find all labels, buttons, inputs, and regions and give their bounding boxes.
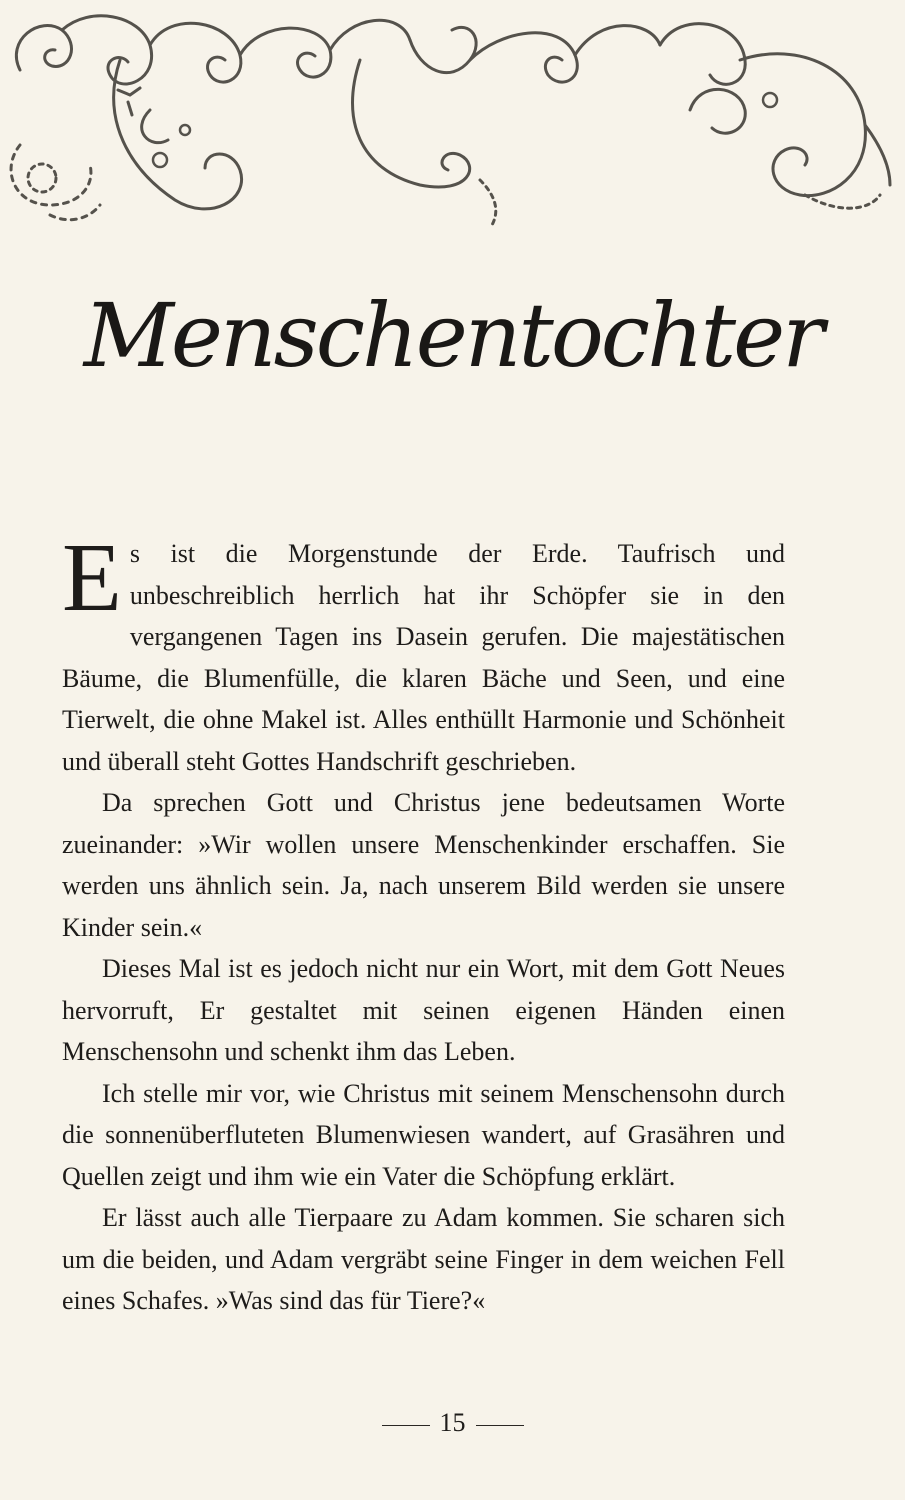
swirl-ornament [0, 0, 905, 250]
paragraph-text: s ist die Morgenstunde der Erde. Taufrisch und unbeschreiblich herrlich hat ihr Schöpfer sie in den vergangenen Tagen ins Dasein gerufen. Die majestätischen Bäume, die Blumenfülle, die klaren Bäche und Seen, und eine Tierwelt, die ohne Makel ist. Alles enthüllt Harmonie und Schönheit und überall steht Gottes Handschrift geschrieben. [62, 539, 785, 776]
paragraph: Da sprechen Gott und Christus jene bedeutsamen Worte zueinander: »Wir wollen unsere Menschenkinder erschaffen. Sie werden uns ähnlich sein. Ja, nach unserem Bild werden sie unsere Kinder sein.« [62, 788, 785, 942]
page-footer [0, 1408, 905, 1438]
paragraph [62, 524, 785, 782]
footer-dash-right [476, 1425, 524, 1426]
paragraph: Er lässt auch alle Tierpaare zu Adam kommen. Sie scharen sich um die beiden, und Adam vergräbt seine Finger in dem weichen Fell eines Schafes. »Was sind das für Tiere?« [62, 1203, 785, 1315]
body-text [62, 524, 785, 1322]
paragraph: Dieses Mal ist es jedoch nicht nur ein Wort, mit dem Gott Neues hervorruft, Er gestaltet mit seinen eigenen Händen einen Menschensohn und schenkt ihm das Leben. [62, 954, 785, 1066]
footer-dash-left [382, 1425, 430, 1426]
paragraph: Ich stelle mir vor, wie Christus mit seinem Menschensohn durch die sonnenüberfluteten Blumenwiesen wandert, auf Grasähren und Quellen zeigt und ihm wie ein Vater die Schöpfung erklärt. [62, 1078, 785, 1191]
chapter-title: Menschentochter [83, 284, 822, 387]
drop-cap: E [62, 524, 122, 632]
page-number: 15 [439, 1408, 466, 1437]
